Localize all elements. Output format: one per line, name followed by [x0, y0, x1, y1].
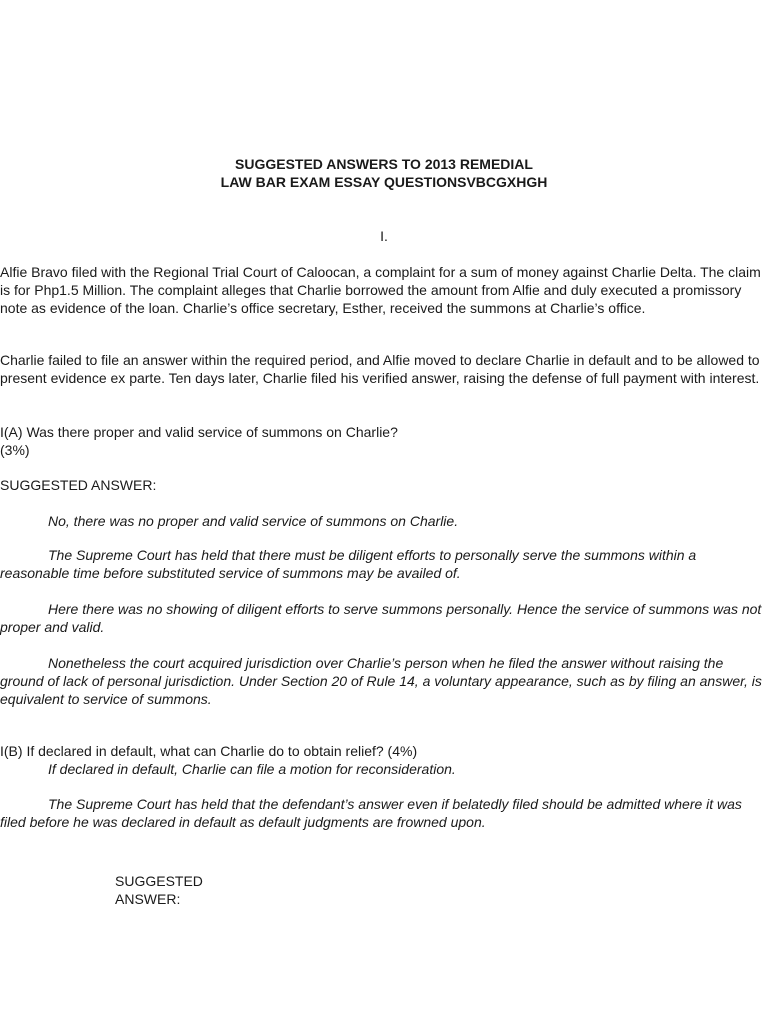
question-b: I(B) If declared in default, what can Charlie do to obtain relief? (4%): [0, 743, 418, 759]
facts-paragraph-1: Alfie Bravo filed with the Regional Trial Court of Caloocan, a complaint for a sum of money against Charlie Delta. The claim is for Php1.5 Million. The complaint alleges that Charlie borrowed the amount from Alfie and duly executed a promissory note as evidence of the loan. Charlie’s office secretary, Esther, received the summons at Charlie’s office.: [0, 264, 761, 316]
answer-b-paragraph-1: If declared in default, Charlie can file a motion for reconsideration.: [48, 761, 456, 777]
title-line-1: SUGGESTED ANSWERS TO 2013 REMEDIAL: [235, 156, 533, 172]
answer-b-paragraph-2: The Supreme Court has held that the defendant’s answer even if belatedly filed should be admitted where it was filed before he was declared in default as default judgments are frowned upon.: [0, 796, 742, 830]
suggested-answer-label: SUGGESTED ANSWER:: [0, 477, 157, 493]
facts-paragraph-2: Charlie failed to file an answer within the required period, and Alfie moved to declare Charlie in default and to be allowed to present evidence ex parte. Ten days later, Charlie filed his verified answer, raising the defense of full payment with interest.: [0, 352, 760, 386]
answer-a-paragraph-1: No, there was no proper and valid service of summons on Charlie.: [48, 513, 459, 529]
question-a: [0, 423, 764, 459]
bottom-label-line-2: ANSWER:: [115, 891, 181, 907]
title-line-2: LAW BAR EXAM ESSAY QUESTIONSVBCGXHGH: [220, 174, 548, 190]
question-a-points: (3%): [0, 442, 30, 458]
answer-a-paragraph-3: Here there was no showing of diligent efforts to serve summons personally. Hence the service of summons was not proper and valid.: [0, 601, 762, 635]
question-a-text: I(A) Was there proper and valid service of summons on Charlie?: [0, 424, 398, 440]
bottom-suggested-answer-label: [115, 872, 235, 908]
bottom-label-line-1: SUGGESTED: [115, 873, 203, 889]
section-number: I.: [380, 228, 388, 244]
answer-a-paragraph-2: The Supreme Court has held that there must be diligent efforts to personally serve the summons within a reasonable time before substituted service of summons may be availed of.: [0, 547, 697, 581]
document-title: [0, 155, 768, 191]
answer-a-paragraph-4: Nonetheless the court acquired jurisdiction over Charlie’s person when he filed the answer without raising the ground of lack of personal jurisdiction. Under Section 20 of Rule 14, a voluntary appearance, such as by filing an answer, is equivalent to service of summons.: [0, 655, 762, 707]
